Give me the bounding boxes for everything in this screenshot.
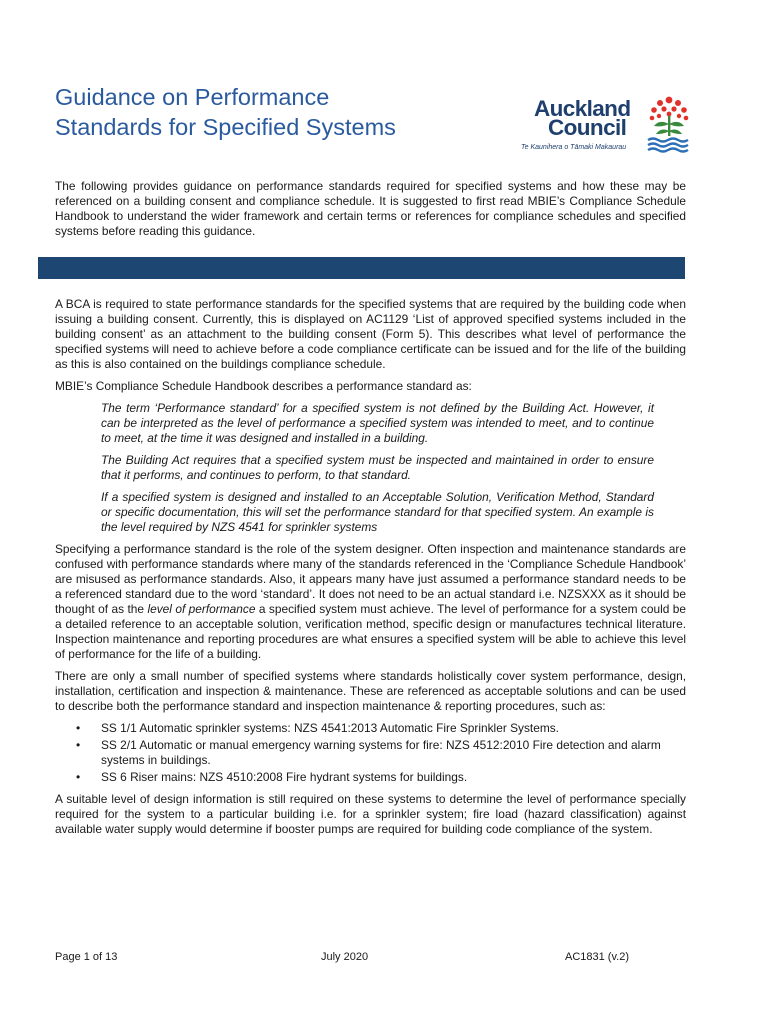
paragraph-holistic-standards: There are only a small number of specified systems where standards holistically cover system performance, design, installation, certification and inspection & maintenance. These are referenced as acceptable solutions and can be used to describe both the performance standard and inspection maintenance & reporting procedures, such as: xyxy=(55,669,686,713)
page-number: Page 1 of 13 xyxy=(55,951,118,963)
list-item: • SS 6 Riser mains: NZS 4510:2008 Fire hydrant systems for buildings. xyxy=(101,770,686,785)
paragraph-mbie-handbook: MBIE’s Compliance Schedule Handbook describes a performance standard as: xyxy=(55,379,472,393)
paragraph-bca-requirement: A BCA is required to state performance standards for the specified systems that are required by the building code when issuing a building consent. Currently, this is displayed on AC1129 ‘List of approved specified systems included in the building consent’ as an attachment to the building consent (Form 5). This describes what level of performance the specified systems will need to achieve before a code compliance certificate can be issued and for the life of the building as this is also contained on the buildings compliance schedule. xyxy=(55,297,686,371)
emphasis-level-of-performance: level of performance xyxy=(147,602,256,616)
paragraph-system-designer-part-2: a specified system must achieve. The level of performance for a system could be a detailed reference to an acceptable solution, verification method, specific design or manufactures technical literature. Inspection maintenance and reporting procedures are what ensures a specified system will be able to achieve this level of performance for the life of a building. xyxy=(55,602,686,661)
logo-word-council: Council xyxy=(548,115,627,140)
quote-acceptable-solution: If a specified system is designed and installed to an Acceptable Solution, Verification Method, Standard or specific documentation, this will set the performance standard for that specified system. An example is the level required by NZS 4541 for sprinkler systems xyxy=(101,490,654,534)
auckland-council-logo xyxy=(518,92,698,156)
title-line-1: Guidance on Performance xyxy=(55,84,330,110)
title-line-2: Standards for Specified Systems xyxy=(55,114,396,140)
page-footer xyxy=(55,951,685,967)
logo-tagline: Te Kaunihera o Tāmaki Makaurau xyxy=(521,144,627,151)
paragraph-design-information: A suitable level of design information is still required on these systems to determine the level of performance specially required for the system to a particular building i.e. for a sprinkler system; fire load (hazard classification) against available water supply would determine if booster pumps are required for building code compliance of the system. xyxy=(55,792,686,836)
paragraph-system-designer xyxy=(55,542,686,662)
list-item: • SS 2/1 Automatic or manual emergency warning systems for fire: NZS 4512:2010 Fire detection and alarm systems in buildings. xyxy=(101,738,686,768)
list-item: • SS 1/1 Automatic sprinkler systems: NZS 4541:2013 Automatic Fire Sprinkler Systems. xyxy=(101,721,686,736)
document-id: AC1831 (v.2) xyxy=(565,951,629,963)
section-divider-bar xyxy=(38,257,685,279)
intro-paragraph: The following provides guidance on performance standards required for specified systems and how these may be referenced on a building consent and compliance schedule. It is suggested to first read MBIE’s Compliance Schedule Handbook to understand the wider framework and certain terms or references for compliance schedules and specified systems before reading this guidance. xyxy=(55,179,686,238)
quote-performance-standard: The term ‘Performance standard’ for a specified system is not defined by the Building Act. However, it can be interpreted as the level of performance a specified system was intended to meet, and to continue to meet, at the time it was designed and installed in a building. xyxy=(101,401,654,445)
logo-word-auckland: Auckland xyxy=(534,96,631,121)
page-title xyxy=(55,82,495,142)
pohutukawa-flower-icon xyxy=(644,94,694,156)
paragraph-system-designer-part-1: Specifying a performance standard is the role of the system designer. Often inspection and maintenance standards are confused with performance standards where many of the standards referenced in the ‘Compliance Schedule Handbook’ are misused as performance standards. Also, it appears many have just assumed a performance standard needs to be a referenced standard due to the word ‘standard’. It does not need to be an actual standard i.e. NZSXXX as it should be thought of as the xyxy=(55,542,686,616)
document-body xyxy=(55,297,686,844)
quote-inspection-maintenance: The Building Act requires that a specified system must be inspected and maintained in order to ensure that it performs, and continues to perform, to that standard. xyxy=(101,453,654,482)
standards-list xyxy=(55,721,686,785)
document-date: July 2020 xyxy=(321,951,369,963)
